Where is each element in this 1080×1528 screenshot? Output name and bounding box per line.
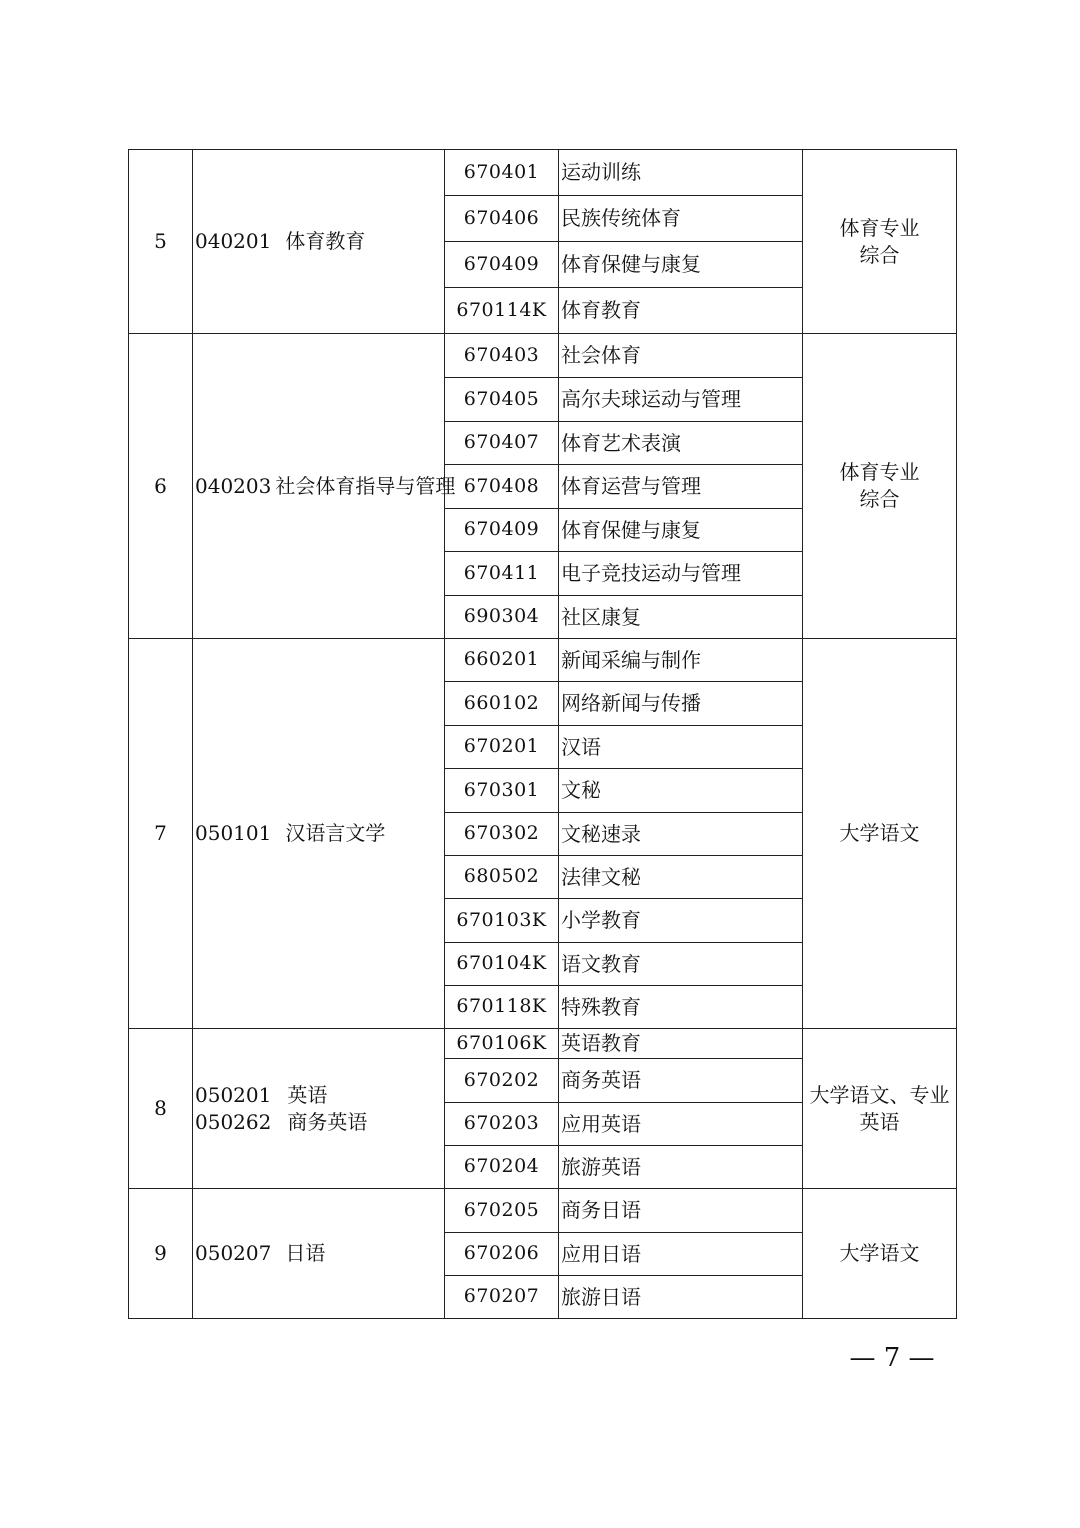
program-name: 应用英语: [559, 1103, 803, 1146]
exam-subject-line: 大学语文: [839, 1241, 920, 1265]
program-name: 商务日语: [559, 1189, 803, 1233]
program-name: 运动训练: [559, 150, 803, 196]
program-name: 体育艺术表演: [559, 422, 803, 465]
program-code: 670114K: [445, 288, 559, 334]
major-mapping-table: [128, 149, 957, 1319]
program-name: 汉语: [559, 726, 803, 769]
program-name: 体育教育: [559, 288, 803, 334]
major-name: 体育教育: [285, 229, 366, 253]
program-code: 670104K: [445, 943, 559, 986]
undergraduate-major-cell: [193, 334, 456, 639]
program-name: 旅游日语: [559, 1276, 803, 1319]
exam-subject-line: 英语: [859, 1109, 900, 1134]
program-name: 社区康复: [559, 596, 803, 639]
program-code: 670301: [445, 769, 559, 813]
major-code: 050262: [195, 1109, 272, 1134]
program-code: 670106K: [445, 1029, 559, 1059]
program-code: 660102: [445, 682, 559, 726]
program-name: 民族传统体育: [559, 196, 803, 242]
program-name: 小学教育: [559, 899, 803, 943]
exam-subject-line: 综合: [859, 242, 900, 267]
major-name: 社会体育指导与管理: [275, 473, 456, 498]
exam-subject-line: 大学语文: [839, 821, 920, 845]
table-row: [129, 639, 957, 682]
table-row: [129, 334, 957, 378]
program-name: 新闻采编与制作: [559, 639, 803, 682]
undergraduate-major-cell: [193, 639, 445, 1029]
exam-subject: [803, 1029, 957, 1189]
major-code: 040201: [195, 229, 272, 253]
program-name: 语文教育: [559, 943, 803, 986]
program-name: 文秘速录: [559, 813, 803, 856]
program-name: 特殊教育: [559, 986, 803, 1029]
major-code: 040203: [195, 473, 272, 498]
exam-subject-line: 体育专业: [839, 460, 920, 484]
group-number: 6: [129, 334, 193, 639]
undergraduate-major: [195, 1082, 444, 1109]
program-name: 英语教育: [559, 1029, 803, 1059]
major-code: 050101: [195, 821, 272, 845]
major-code: 050207: [195, 1241, 272, 1265]
program-code: 680502: [445, 856, 559, 899]
program-code: 670406: [445, 196, 559, 242]
exam-subject: [803, 1189, 957, 1319]
table-row: [129, 150, 957, 196]
program-name: 网络新闻与传播: [559, 682, 803, 726]
program-code: 670411: [445, 552, 559, 596]
undergraduate-major: [195, 1109, 444, 1136]
page-number: — 7 —: [849, 1343, 935, 1373]
program-code: 670409: [445, 509, 559, 552]
program-code: 670302: [445, 813, 559, 856]
major-name: 日语: [285, 1241, 326, 1265]
program-code: 670409: [445, 242, 559, 288]
exam-subject-line: 综合: [859, 487, 900, 511]
program-name: 体育保健与康复: [559, 242, 803, 288]
exam-subject: [803, 334, 957, 639]
table-row: [129, 1189, 957, 1233]
program-name: 文秘: [559, 769, 803, 813]
undergraduate-major-cell: [193, 1189, 445, 1319]
program-code: 670103K: [445, 899, 559, 943]
exam-subject: [803, 150, 957, 334]
program-name: 应用日语: [559, 1233, 803, 1276]
program-name: 体育运营与管理: [559, 465, 803, 509]
undergraduate-major-cell: [193, 150, 445, 334]
major-name: 英语: [287, 1082, 328, 1107]
program-code: 670403: [445, 334, 559, 378]
program-code: 670201: [445, 726, 559, 769]
program-name: 法律文秘: [559, 856, 803, 899]
program-code: 670405: [445, 378, 559, 422]
exam-subject-line: 体育专业: [839, 215, 920, 240]
group-number: 9: [129, 1189, 193, 1319]
program-code: 670401: [445, 150, 559, 196]
undergraduate-major: [195, 1240, 444, 1267]
program-name: 社会体育: [559, 334, 803, 378]
undergraduate-major-cell: [193, 1029, 445, 1189]
group-number: 8: [129, 1029, 193, 1189]
program-code: 690304: [445, 596, 559, 639]
program-code: 660201: [445, 639, 559, 682]
program-code: 670203: [445, 1103, 559, 1146]
program-name: 电子竞技运动与管理: [559, 552, 803, 596]
program-name: 商务英语: [559, 1059, 803, 1103]
exam-subject-line: 大学语文、专业: [809, 1082, 950, 1107]
major-name: 汉语言文学: [285, 821, 386, 845]
table-row: [129, 1029, 957, 1059]
group-number: 5: [129, 150, 193, 334]
program-name: 旅游英语: [559, 1146, 803, 1189]
major-code: 050201: [195, 1082, 272, 1107]
program-name: 高尔夫球运动与管理: [559, 378, 803, 422]
program-code: 670202: [445, 1059, 559, 1103]
program-name: 体育保健与康复: [559, 509, 803, 552]
program-code: 670207: [445, 1276, 559, 1319]
program-code: 670206: [445, 1233, 559, 1276]
program-code: 670118K: [445, 986, 559, 1029]
program-code: 670204: [445, 1146, 559, 1189]
undergraduate-major: [195, 473, 456, 500]
major-name: 商务英语: [287, 1109, 368, 1134]
undergraduate-major: [195, 228, 444, 255]
program-code: 670407: [445, 422, 559, 465]
program-code: 670205: [445, 1189, 559, 1233]
program-code: 670408: [445, 465, 559, 509]
group-number: 7: [129, 639, 193, 1029]
undergraduate-major: [195, 820, 444, 847]
exam-subject: [803, 639, 957, 1029]
